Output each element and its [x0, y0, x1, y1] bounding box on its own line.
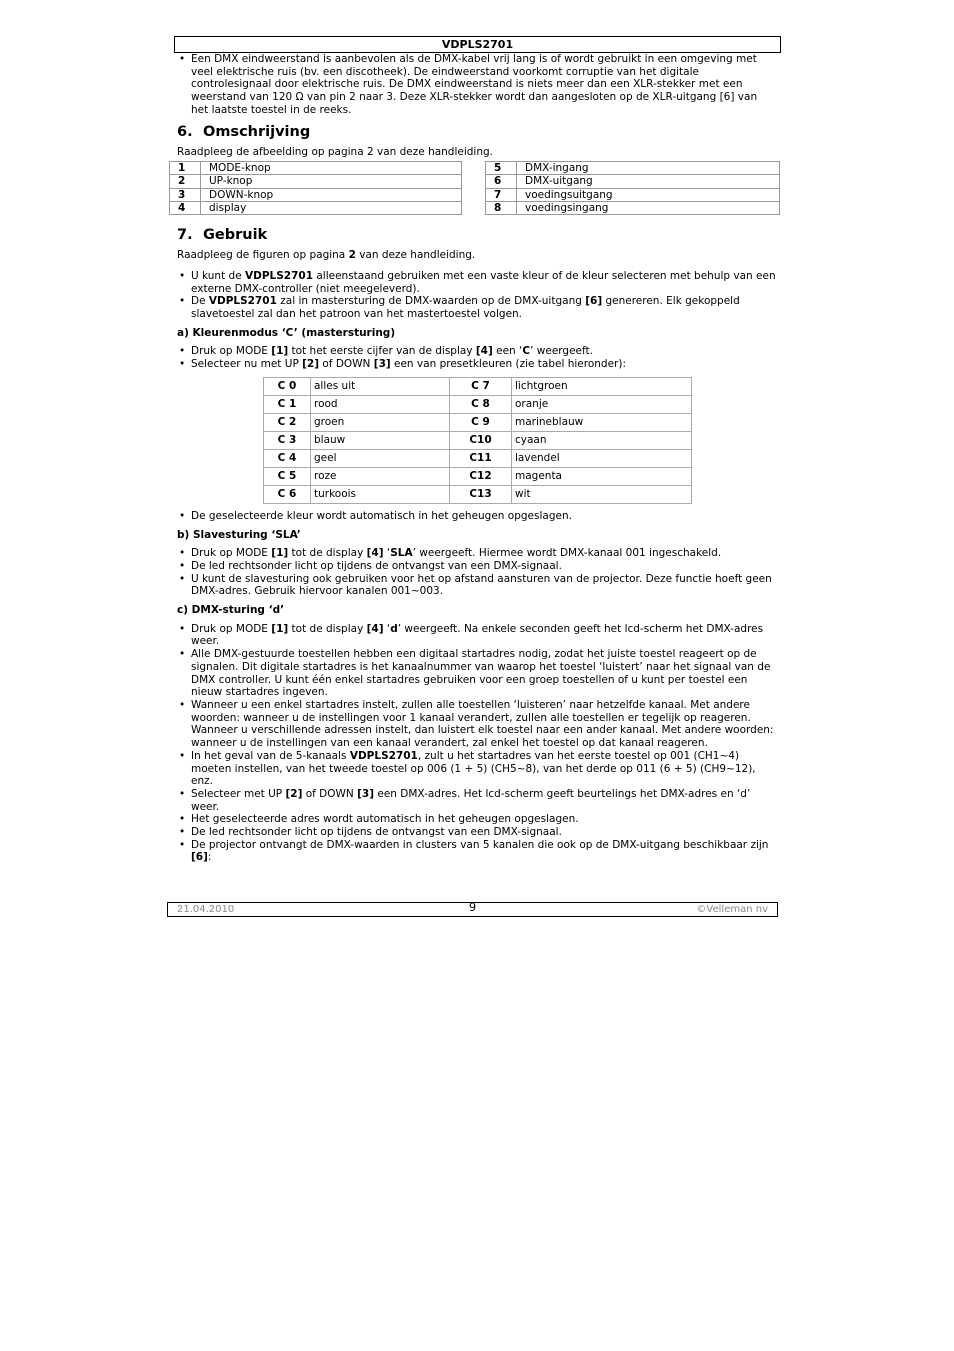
part-number: 5: [486, 162, 517, 175]
color-code: C 3: [264, 431, 311, 449]
list-item: • De projector ontvangt de DMX-waarden in clusters van 5 kanalen die ook op de DMX-uitgang beschikbaar zijn [6]:: [177, 839, 777, 864]
part-number: 6: [486, 175, 517, 188]
color-name: wit: [512, 485, 692, 503]
part-number: 1: [170, 162, 201, 175]
table-row: [170, 175, 462, 188]
list-item: • Het geselecteerde adres wordt automatisch in het geheugen opgeslagen.: [177, 813, 777, 826]
page-number: 9: [468, 900, 477, 914]
color-name: magenta: [512, 467, 692, 485]
section-7-heading: 7. Gebruik: [177, 227, 268, 244]
table-row: [264, 431, 692, 449]
part-label: voedingsingang: [517, 201, 780, 214]
color-name: groen: [311, 413, 450, 431]
table-row: [170, 201, 462, 214]
table-row: [264, 377, 692, 395]
color-name: oranje: [512, 395, 692, 413]
color-name: marineblauw: [512, 413, 692, 431]
color-name: blauw: [311, 431, 450, 449]
list-item: • Druk op MODE [1] tot het eerste cijfer van de display [4] een ‘C’ weergeeft.: [177, 345, 777, 358]
color-name: lavendel: [512, 449, 692, 467]
color-code: C 5: [264, 467, 311, 485]
part-number: 4: [170, 201, 201, 214]
table-row: [486, 162, 780, 175]
intro-list: [177, 53, 777, 117]
color-code: C 0: [264, 377, 311, 395]
color-code: C 6: [264, 485, 311, 503]
slave-list: [177, 547, 777, 598]
list-item: • Druk op MODE [1] tot de display [4] ‘SLA’ weergeeft. Hiermee wordt DMX-kanaal 001 ingeschakeld.: [177, 547, 777, 560]
section-6-heading: 6. Omschrijving: [177, 123, 311, 140]
list-item: • De led rechtsonder licht op tijdens de ontvangst van een DMX-signaal.: [177, 826, 777, 839]
list-item: • Alle DMX-gestuurde toestellen hebben een digitaal startadres nodig, zodat het juiste toestel reageert op de signalen. Dit digitale startadres is het kanaalnummer van waarop het toestel ‘luistert’ naar het signaal van de DMX controller. U kunt één enkel startadres gebruiken voor een groep toestellen of u kunt per toestel een nieuw startadres ingeven.: [177, 648, 777, 699]
table-row: [486, 188, 780, 201]
color-name: cyaan: [512, 431, 692, 449]
part-label: MODE-knop: [201, 162, 462, 175]
color-code: C12: [450, 467, 512, 485]
color-code: C 2: [264, 413, 311, 431]
list-item: • Wanneer u een enkel startadres instelt, zullen alle toestellen ‘luisteren’ naar hetzelfde kanaal. Met andere woorden: wanneer u de instellingen voor 1 kanaal verandert, zullen alle toestellen er tegelijk op reageren. Wanneer u verschillende adressen instelt, dan luistert elk toestel naar een ander kanaal. Met andere woorden: wanneer u de instellingen van een kanaal verandert, zal enkel het toestel op dat kanaal reageren.: [177, 699, 777, 750]
part-number: 3: [170, 188, 201, 201]
section-6-text: Raadpleeg de afbeelding op pagina 2 van deze handleiding.: [177, 145, 494, 158]
color-code: C 1: [264, 395, 311, 413]
part-label: display: [201, 201, 462, 214]
list-item: • U kunt de VDPLS2701 alleenstaand gebruiken met een vaste kleur of de kleur selecteren met behulp van een externe DMX-controller (niet meegeleverd).: [177, 270, 777, 295]
part-label: DMX-ingang: [517, 162, 780, 175]
color-after-list: [177, 510, 777, 523]
page-footer: [167, 902, 778, 917]
table-row: [264, 485, 692, 503]
color-name: rood: [311, 395, 450, 413]
table-row: [264, 395, 692, 413]
color-code: C 9: [450, 413, 512, 431]
table-row: [486, 175, 780, 188]
part-label: DOWN-knop: [201, 188, 462, 201]
table-row: [264, 449, 692, 467]
preset-colors-table: [263, 377, 692, 504]
parts-table-left: [169, 161, 462, 215]
table-row: [264, 413, 692, 431]
color-name: alles uit: [311, 377, 450, 395]
list-item: • In het geval van de 5-kanaals VDPLS2701, zult u het startadres van het eerste toestel op 001 (CH1~4) moeten instellen, van het tweede toestel op 006 (1 + 5) (CH5~8), van het derde op 011 (6 + 5) (CH9~12), enz.: [177, 750, 777, 788]
parts-table-right: [485, 161, 780, 215]
part-number: 7: [486, 188, 517, 201]
list-item: • De geselecteerde kleur wordt automatisch in het geheugen opgeslagen.: [177, 510, 777, 523]
color-code: C 4: [264, 449, 311, 467]
list-item: • Een DMX eindweerstand is aanbevolen als de DMX-kabel vrij lang is of wordt gebruikt in een omgeving met veel elektrische ruis (bv. een discotheek). De eindweerstand voorkomt corruptie van het digitale controlesignaal door elektrische ruis. De DMX eindweerstand is niets meer dan een XLR-stekker met een weerstand van 120 Ω van pin 2 naar 3. Deze XLR-stekker wordt dan aangesloten op de XLR-uitgang [6] van het laatste toestel in de reeks.: [177, 53, 777, 117]
footer-date: 21.04.2010: [177, 904, 235, 915]
list-item: • Druk op MODE [1] tot de display [4] ‘d’ weergeeft. Na enkele seconden geeft het lcd-scherm het DMX-adres weer.: [177, 623, 777, 648]
section-7-text: Raadpleeg de figuren op pagina 2 van deze handleiding.: [177, 249, 476, 262]
list-item: • De led rechtsonder licht op tijdens de ontvangst van een DMX-signaal.: [177, 560, 777, 573]
list-item: • U kunt de slavesturing ook gebruiken voor het op afstand aansturen van de projector. Deze functie hoeft geen DMX-adres. Gebruik hiervoor kanalen 001~003.: [177, 573, 777, 598]
color-name: turkoois: [311, 485, 450, 503]
color-code: C 7: [450, 377, 512, 395]
part-label: voedingsuitgang: [517, 188, 780, 201]
list-item: • De VDPLS2701 zal in mastersturing de DMX-waarden op de DMX-uitgang [6] genereren. Elk gekoppeld slavetoestel zal dan het patroon van het mastertoestel volgen.: [177, 295, 777, 320]
table-row: [264, 467, 692, 485]
dmx-list: [177, 623, 777, 864]
table-row: [486, 201, 780, 214]
usage-list: [177, 270, 777, 321]
table-row: [170, 188, 462, 201]
subsection-a-heading: a) Kleurenmodus ‘C’ (mastersturing): [177, 326, 396, 339]
subsection-b-heading: b) Slavesturing ‘SLA’: [177, 528, 301, 541]
subsection-c-heading: c) DMX-sturing ‘d’: [177, 604, 285, 617]
list-item: • Selecteer met UP [2] of DOWN [3] een DMX-adres. Het lcd-scherm geeft beurtelings het DMX-adres en ‘d’ weer.: [177, 788, 777, 813]
footer-copyright: ©Velleman nv: [696, 904, 768, 915]
part-number: 2: [170, 175, 201, 188]
part-label: UP-knop: [201, 175, 462, 188]
part-number: 8: [486, 201, 517, 214]
color-code: C13: [450, 485, 512, 503]
color-code: C 8: [450, 395, 512, 413]
color-name: roze: [311, 467, 450, 485]
color-name: geel: [311, 449, 450, 467]
color-code: C11: [450, 449, 512, 467]
color-mode-list: [177, 345, 777, 370]
list-item: • Selecteer nu met UP [2] of DOWN [3] een van presetkleuren (zie tabel hieronder):: [177, 358, 777, 371]
page-header-title: VDPLS2701: [174, 36, 781, 53]
table-row: [170, 162, 462, 175]
part-label: DMX-uitgang: [517, 175, 780, 188]
spacer: [177, 262, 777, 270]
color-code: C10: [450, 431, 512, 449]
color-name: lichtgroen: [512, 377, 692, 395]
